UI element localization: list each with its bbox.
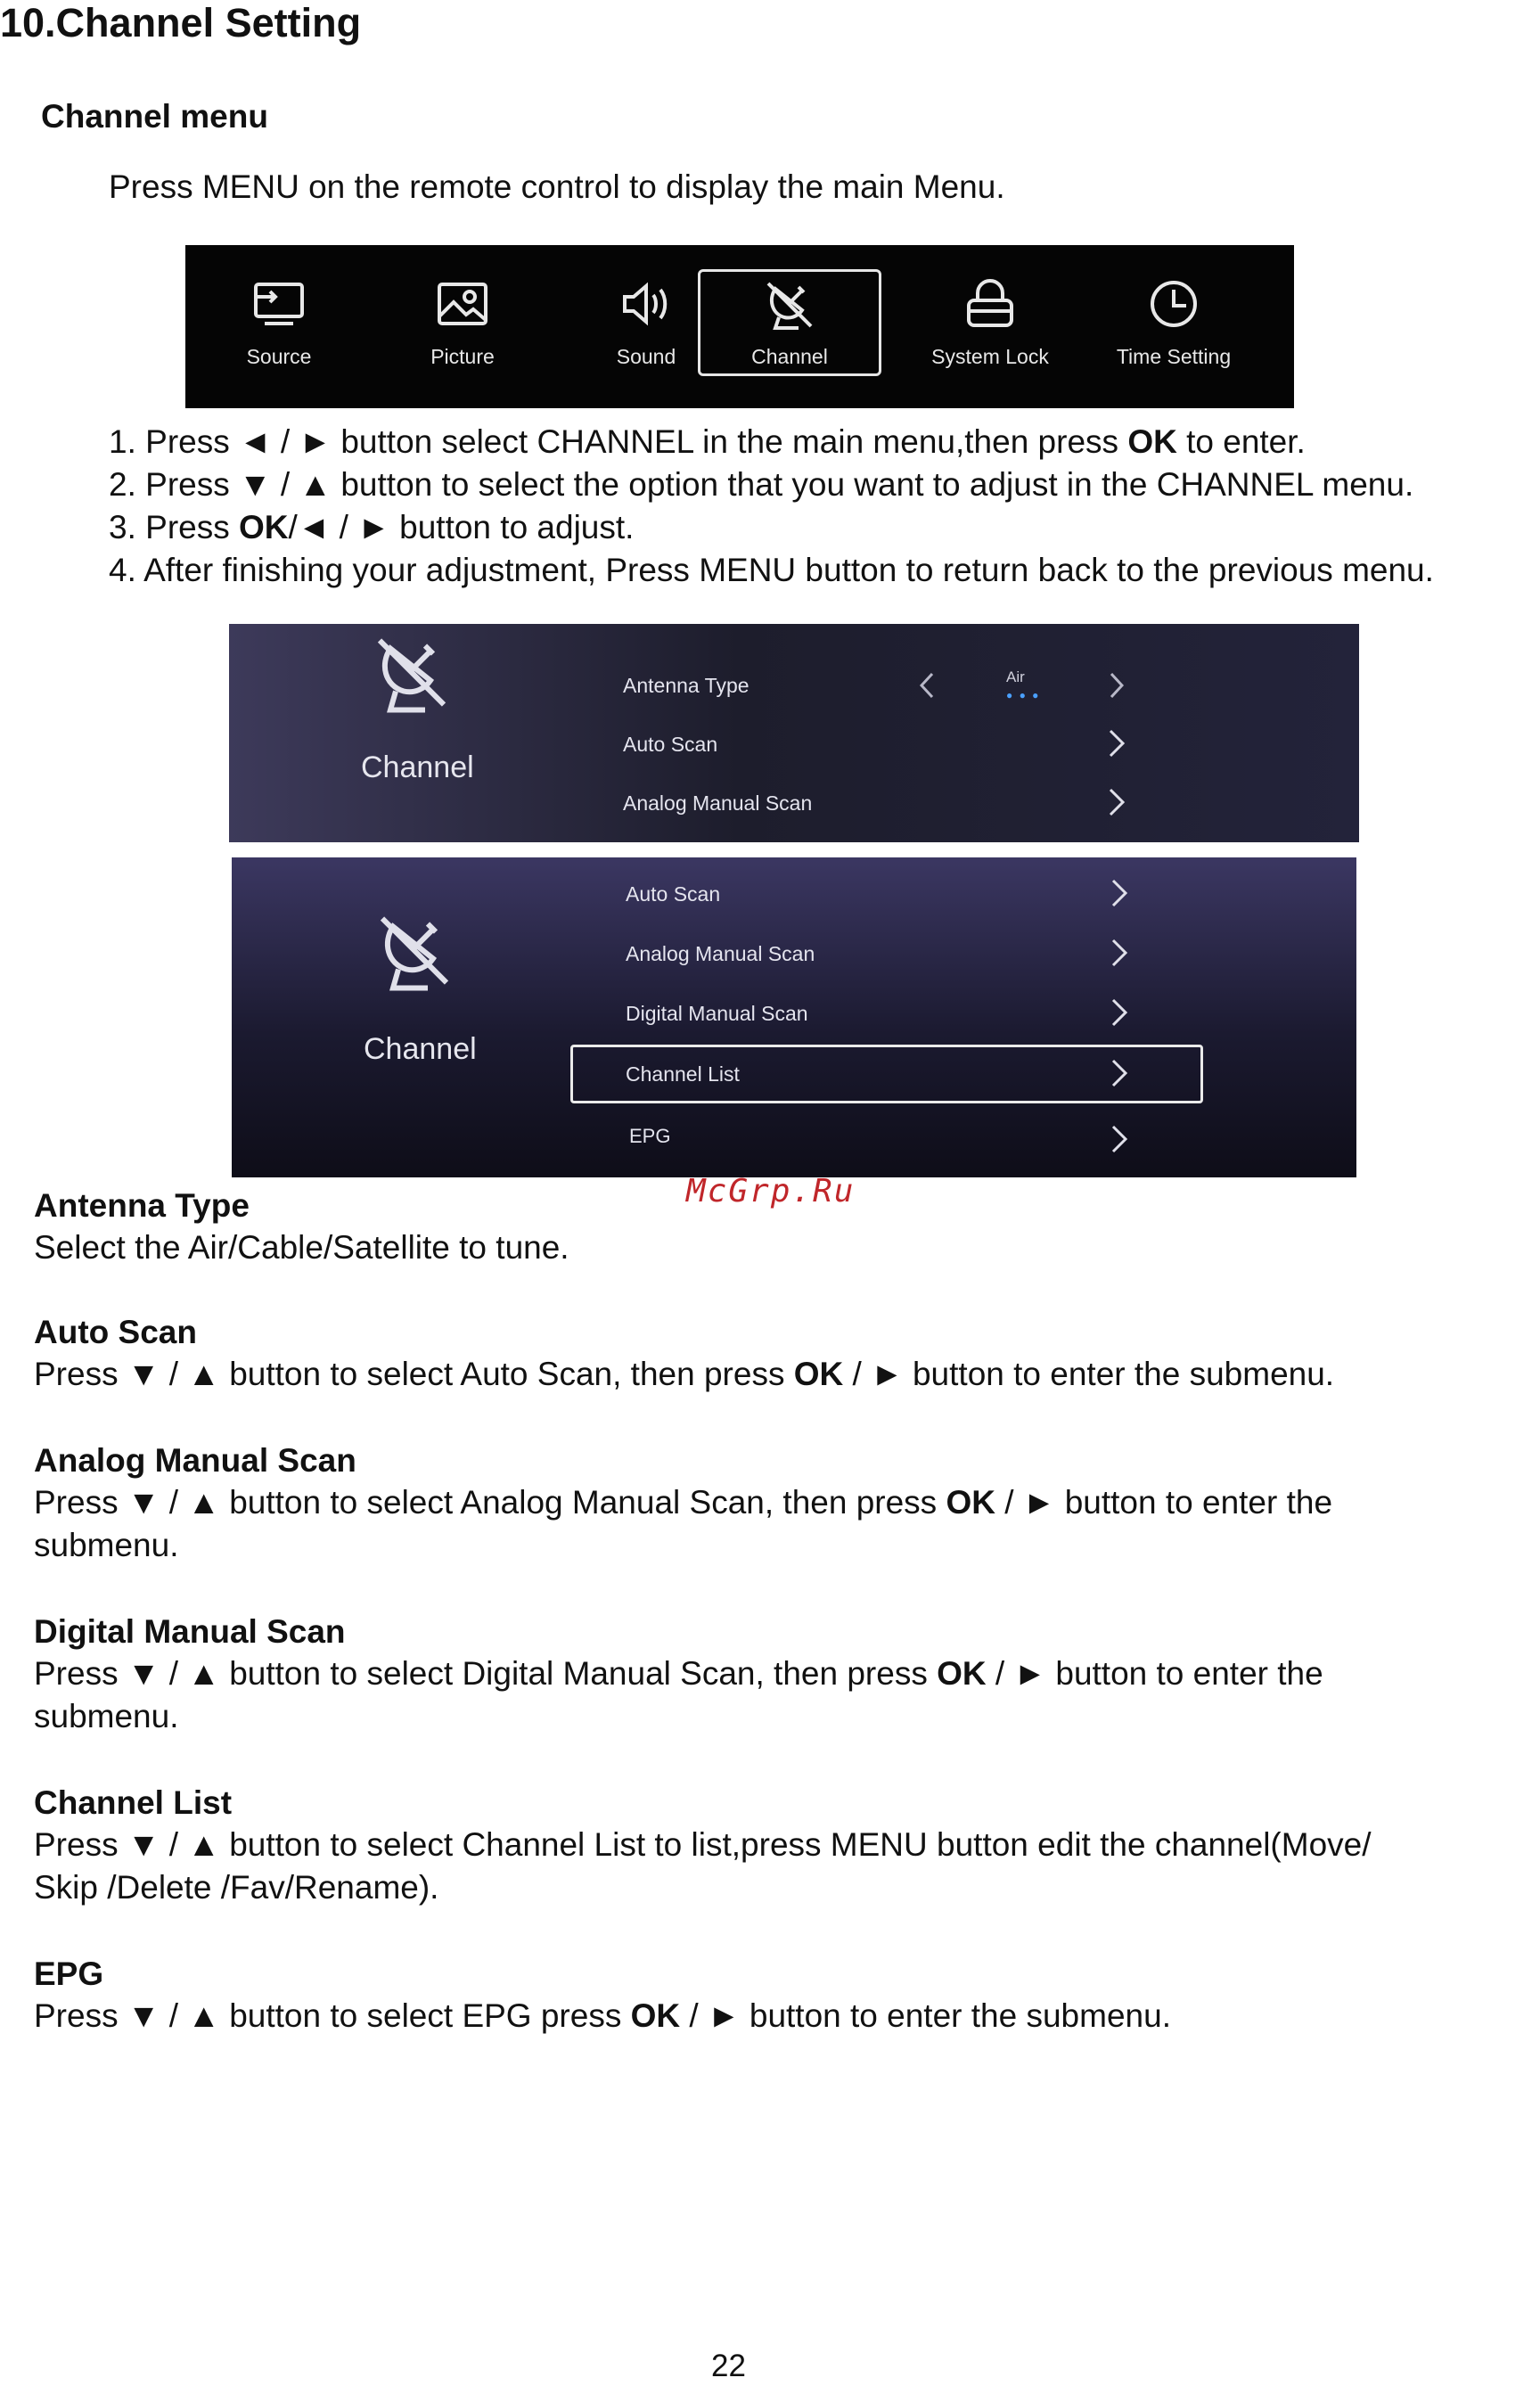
- menu-item-time-setting[interactable]: [1082, 245, 1266, 408]
- chevron-right-icon: [1110, 998, 1129, 1027]
- step-1: 1. Press ◄ / ► button select CHANNEL in the main menu,then press OK to enter.: [109, 423, 1306, 460]
- section-title-auto-scan: Auto Scan: [34, 1314, 197, 1350]
- chevron-right-icon: [1110, 879, 1129, 907]
- lock-icon: [963, 277, 1017, 331]
- watermark: McGrp.Ru: [686, 1173, 856, 1209]
- section-subheading: Channel menu: [41, 98, 268, 135]
- chevron-right-icon[interactable]: [1110, 672, 1124, 699]
- section-text-epg: Press ▼ / ▲ button to select EPG press OK / ► button to enter the submenu.: [34, 1997, 1171, 2034]
- menu-row-analog-manual-scan[interactable]: Analog Manual Scan: [229, 775, 1359, 829]
- panel-title: Channel: [364, 1032, 477, 1066]
- chevron-right-icon: [1110, 1059, 1129, 1087]
- chevron-right-icon: [1110, 939, 1129, 967]
- channel-panel-bottom: [232, 857, 1356, 1177]
- section-title-channel-list: Channel List: [34, 1784, 233, 1821]
- chevron-right-icon: [1110, 1125, 1129, 1153]
- section-title-digital-manual-scan: Digital Manual Scan: [34, 1613, 346, 1650]
- antenna-value: Air: [1006, 668, 1025, 685]
- menu-item-picture[interactable]: [371, 245, 554, 408]
- menu-label-time-setting: Time Setting: [1116, 345, 1232, 368]
- channel-panel-top: [229, 624, 1359, 842]
- chevron-right-icon: [1107, 729, 1126, 758]
- step-4: 4. After finishing your adjustment, Press MENU button to return back to the previous menu.: [109, 552, 1434, 588]
- menu-label-source: Source: [246, 345, 312, 368]
- picture-icon: [436, 277, 489, 331]
- menu-item-source[interactable]: [187, 245, 371, 408]
- menu-row-digital-manual-scan[interactable]: Digital Manual Scan: [232, 986, 1356, 1039]
- menu-item-system-lock[interactable]: [898, 245, 1082, 408]
- chevron-left-icon[interactable]: [920, 672, 934, 699]
- menu-item-channel[interactable]: [698, 269, 881, 376]
- chevron-right-icon: [1107, 788, 1126, 816]
- menu-label-sound: Sound: [616, 345, 676, 368]
- section-title-antenna-type: Antenna Type: [34, 1187, 250, 1224]
- clock-icon: [1147, 277, 1200, 331]
- step-2: 2. Press ▼ / ▲ button to select the option that you want to adjust in the CHANNEL menu.: [109, 466, 1414, 503]
- menu-row-channel-list[interactable]: Channel List: [232, 1046, 1356, 1100]
- section-text-channel-list: Press ▼ / ▲ button to select Channel List to list,press MENU button edit the channel(Move/ Skip /Delete /Fav/Rename).: [34, 1826, 1372, 1906]
- instruction-steps: [109, 421, 1434, 592]
- source-icon: [252, 277, 306, 331]
- panel-title: Channel: [361, 750, 474, 784]
- menu-row-epg[interactable]: EPG: [232, 1109, 1356, 1162]
- section-title-epg: EPG: [34, 1956, 104, 1992]
- section-text-digital-manual-scan: Press ▼ / ▲ button to select Digital Manual Scan, then press OK / ► button to enter the submenu.: [34, 1655, 1323, 1734]
- menu-label-channel: Channel: [751, 345, 828, 368]
- sound-icon: [619, 277, 673, 331]
- step-3: 3. Press OK/◄ / ► button to adjust.: [109, 509, 635, 545]
- menu-row-analog-manual-scan[interactable]: Analog Manual Scan: [232, 926, 1356, 980]
- page-heading: 10.Channel Setting: [0, 0, 362, 45]
- page-number: 22: [711, 2349, 746, 2383]
- main-menu-bar: [185, 245, 1294, 408]
- menu-row-antenna-type[interactable]: Antenna Type Air ● ● ●: [229, 658, 1359, 711]
- section-text-auto-scan: Press ▼ / ▲ button to select Auto Scan, then press OK / ► button to enter the submenu.: [34, 1356, 1335, 1392]
- menu-label-system-lock: System Lock: [931, 345, 1049, 368]
- section-title-analog-manual-scan: Analog Manual Scan: [34, 1442, 356, 1479]
- section-text-analog-manual-scan: Press ▼ / ▲ button to select Analog Manual Scan, then press OK / ► button to enter the submenu.: [34, 1484, 1333, 1563]
- intro-text: Press MENU on the remote control to display the main Menu.: [109, 168, 1005, 205]
- section-text-antenna-type: Select the Air/Cable/Satellite to tune.: [34, 1229, 569, 1266]
- menu-row-auto-scan[interactable]: Auto Scan: [232, 866, 1356, 920]
- satellite-dish-icon: [763, 280, 816, 333]
- menu-label-picture: Picture: [430, 345, 495, 368]
- menu-row-auto-scan[interactable]: Auto Scan: [229, 717, 1359, 770]
- value-page-dots: ● ● ●: [1006, 689, 1041, 701]
